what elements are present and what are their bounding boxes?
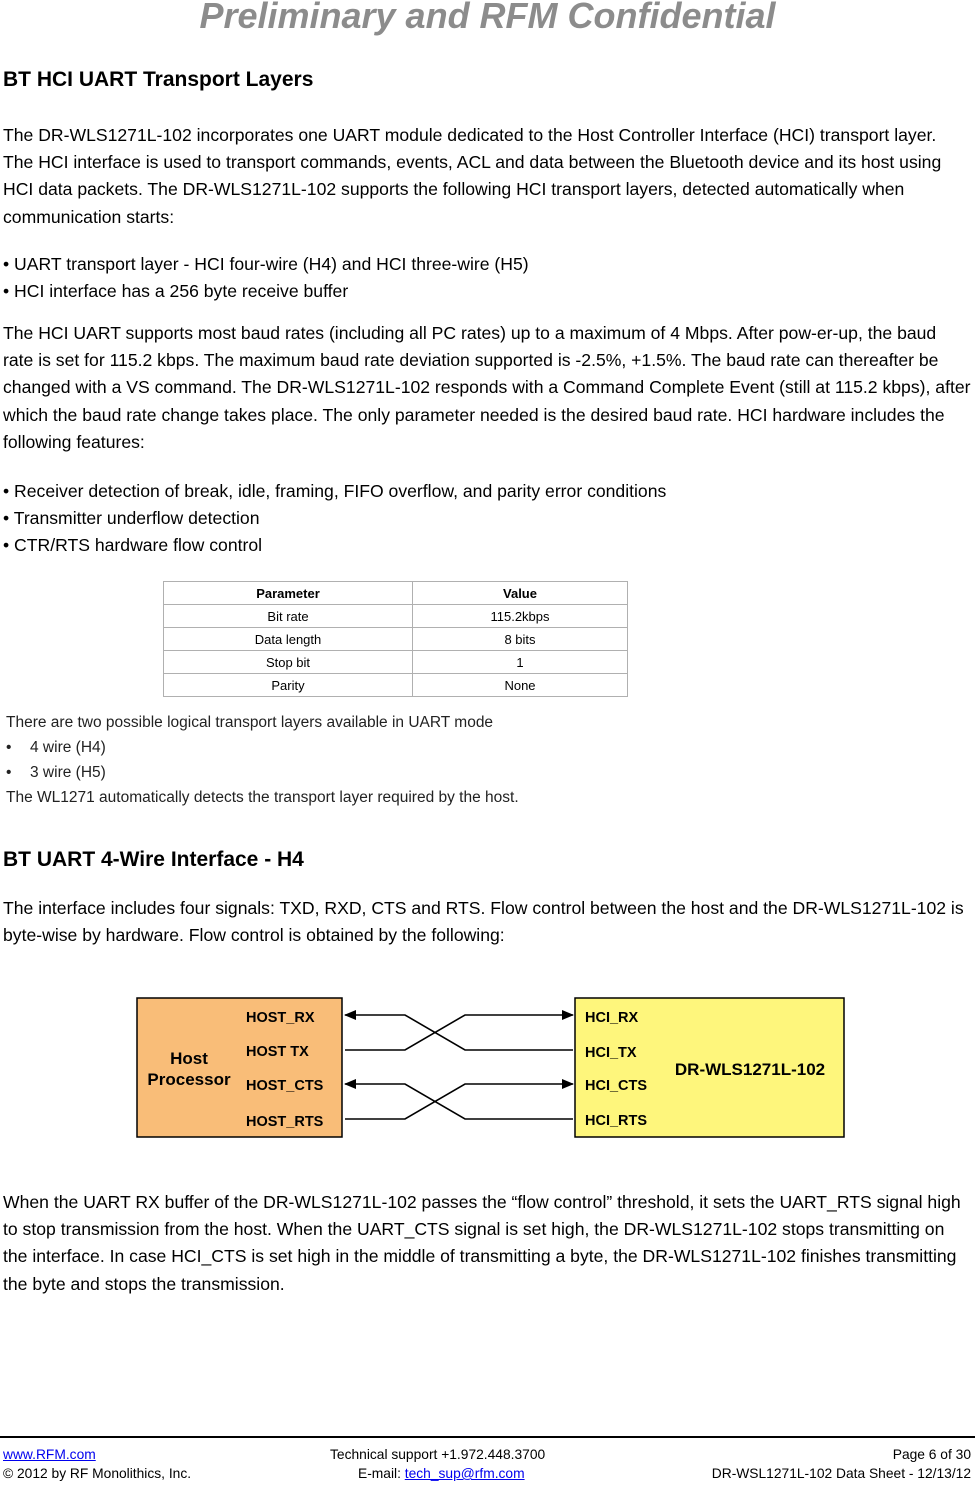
transport-layer-note [6,710,519,810]
confidential-banner: Preliminary and RFM Confidential [199,0,776,36]
column-header-parameter: Parameter [164,582,413,605]
list-item: • CTR/RTS hardware flow control [3,535,263,556]
bullet: • [6,764,12,781]
pin-hci-rts: HCI_RTS [585,1113,648,1129]
pin-host-cts: HOST_CTS [246,1078,324,1094]
wire-host-rts-to-hci-cts [345,1084,573,1119]
paragraph-baud-rates: The HCI UART supports most baud rates (including all PC rates) up to a maximum of 4 Mbps. After pow-er-up, the baud rate is set for 115.2 kbps. The maximum baud rate deviation supported is -2.5%, +1.5%. The baud rate can thereafter be changed with a VS command. The DR-WLS1271L-102 responds with a Command Complete Event (still at 115.2 kbps), after which the baud rate change takes place. The only parameter needed is the desired baud rate. HCI hardware includes the following features: [3,323,971,452]
table-cell: 8 bits [413,628,628,651]
column-header-value: Value [413,582,628,605]
pin-hci-rx: HCI_RX [585,1010,639,1026]
table-cell: 115.2kbps [413,605,628,628]
table-row [164,628,628,651]
uart-parameter-table [163,581,628,697]
note-intro: There are two possible logical transport layers available in UART mode [6,714,494,731]
table-cell: Parity [164,674,413,697]
table-header-row [164,582,628,605]
pin-hci-tx: HCI_TX [585,1045,637,1061]
email-link[interactable]: tech_sup@rfm.com [404,1466,525,1481]
table-row [164,651,628,674]
bullet-list-transport [3,251,529,305]
table-row [164,674,628,697]
footer-website[interactable]: www.RFM.com [3,1447,96,1462]
wire-hci-tx-to-host-rx [345,1015,573,1050]
footer-copyright: © 2012 by RF Monolithics, Inc. [3,1466,192,1481]
table-cell: 1 [413,651,628,674]
pin-host-rx: HOST_RX [246,1010,315,1026]
note-outro: The WL1271 automatically detects the transport layer required by the host. [6,789,519,806]
footer-page-number: Page 6 of 30 [892,1447,971,1462]
list-item: • 4 wire (H4) [6,735,519,760]
host-label-line2: Processor [147,1070,231,1089]
footer-email: E-mail: tech_sup@rfm.com [358,1466,525,1481]
table-cell: None [413,674,628,697]
list-item: • 3 wire (H5) [6,760,519,785]
section-title-4wire: BT UART 4-Wire Interface - H4 [3,848,304,871]
footer-doc-id: DR-WSL1271L-102 Data Sheet - 12/13/12 [711,1466,971,1481]
paragraph-hci-intro: The DR-WLS1271L-102 incorporates one UART module dedicated to the Host Controller Interface (HCI) transport layer. The HCI interface is used to transport commands, events, ACL and data between the Bluetooth device and its host using HCI data packets. The DR-WLS1271L-102 supports the following HCI transport layers, detected automatically when communication starts: [3,125,942,227]
bullet-list-hw-features [3,478,666,560]
pin-host-tx: HOST TX [246,1044,309,1060]
section-title-hci-uart: BT HCI UART Transport Layers [3,68,314,91]
footer-support: Technical support +1.972.448.3700 [330,1447,546,1462]
pin-hci-cts: HCI_CTS [585,1078,648,1094]
device-label: DR-WLS1271L-102 [674,1060,826,1079]
table-row [164,605,628,628]
table-cell: Bit rate [164,605,413,628]
bullet: • [6,739,12,756]
table-cell: Data length [164,628,413,651]
pin-host-rts: HOST_RTS [246,1114,324,1130]
footer-divider [0,1436,975,1438]
list-item: • Receiver detection of break, idle, framing, FIFO overflow, and parity error conditions [3,481,667,501]
table-cell: Stop bit [164,651,413,674]
paragraph-flow-control: When the UART RX buffer of the DR-WLS1271L-102 passes the “flow control” threshold, it sets the UART_RTS signal high to stop transmission from the host. When the UART_CTS signal is set high, the DR-WLS1271L-102 stops transmitting on the interface. In case HCI_CTS is set high in the middle of transmitting a byte, the DR-WLS1271L-102 finishes transmitting the byte and stops the transmission. [3,1192,961,1294]
list-item: • HCI interface has a 256 byte receive buffer [3,281,349,302]
host-label-line1: Host [170,1049,208,1068]
list-item: • UART transport layer - HCI four-wire (H4) and HCI three-wire (H5) [3,254,529,274]
wire-host-tx-to-hci-rx [345,1015,573,1050]
paragraph-4wire-intro: The interface includes four signals: TXD, RXD, CTS and RTS. Flow control between the host and the DR-WLS1271L-102 is byte-wise by hardware. Flow control is obtained by the following: [3,898,964,946]
wire-hci-rts-to-host-cts [345,1084,573,1119]
list-item: • Transmitter underflow detection [3,508,260,529]
flow-control-diagram [0,980,975,1160]
